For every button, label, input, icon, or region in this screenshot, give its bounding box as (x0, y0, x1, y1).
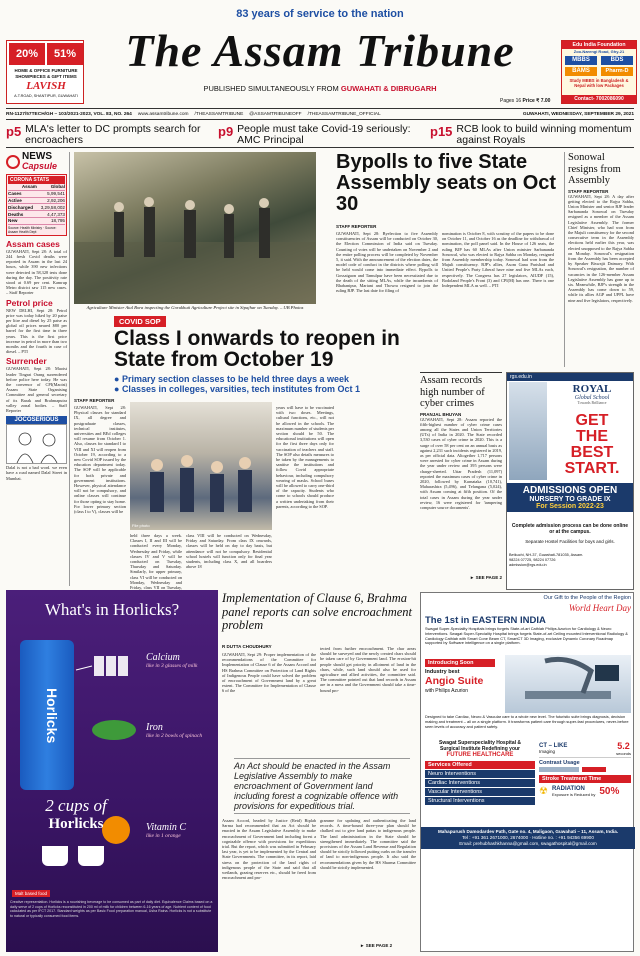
info-bar (6, 108, 634, 120)
jocoserious-title: JOCOSERIOUS (6, 416, 67, 424)
stat-row (8, 218, 65, 225)
course-pharm: Pharm-D (601, 67, 633, 76)
jocoserious-caption: Dalal is not a bad word. we even have a road named Dalal Street in Mumbai. (6, 465, 67, 481)
admissions-session: For Session 2022-23 (536, 503, 604, 510)
teaser-text: People must take Covid-19 seriously: AMC Principal (237, 123, 411, 146)
swagat-industry: Industry best (425, 669, 460, 675)
cups-text: 2 cups of (45, 796, 107, 815)
item-name: Iron (146, 722, 163, 733)
horlicks-cups (26, 796, 126, 833)
see-page-text: SEE PAGE 2 (365, 943, 393, 948)
swagat-heart-day: World Heart Day (568, 603, 631, 613)
capsule-story-head: Assam cases (6, 238, 60, 249)
teaser-3[interactable] (422, 122, 634, 147)
royal-admissions (507, 483, 633, 512)
stat-label: Cases (8, 191, 22, 197)
price: Price ₹ 7.00 (522, 98, 551, 104)
stat-label: Active (8, 197, 22, 203)
stroke-label: Stroke Treatment (542, 776, 587, 782)
royal-hostel: Separate Hostel Facilities for boys and girls. (525, 539, 615, 544)
cups-brand: Horlicks (48, 816, 104, 832)
website-link[interactable]: www.assamtribune.com (137, 111, 189, 117)
lead-kicker: COVID SOP (114, 316, 166, 327)
swagat-stats (539, 741, 631, 797)
stat-row (8, 191, 65, 198)
stat-source: Source: Health Ministry · Source: Assam Health Dept (8, 225, 57, 234)
clause6-col-4: gramme for updating and authenticating the land records. A time-bound three-year plan should be chalked out to give land pattas to indigenous people. The land administration in the State should be strengthened immediately. The committee said the provisions of the Assam Land Revenue and Regulation should be strictly followed putting curbs on the transfer of land to non-indigenous people. It also said the recommendations given by the HS Sharma Committee should be strictly implemented. (320, 818, 416, 870)
royal-school-ad[interactable] (506, 372, 634, 590)
hospital-line-3: FUTURE HEALTHCARE (446, 752, 514, 758)
royal-logo-top: ROYAL (572, 383, 612, 395)
course-bds: BDS (601, 56, 633, 65)
subtitle-pre: PUBLISHED SIMULTANEOUSLY FROM (203, 84, 339, 93)
lead-photo-caption: Agriculture Minister Atul Bora inspecting the Gorukhuti Agriculture Project site in Sipajhar on Tuesday. – UB Photos (86, 305, 304, 310)
cyber-headline: Assam records high number of cyber crimes (420, 375, 485, 409)
royal-email[interactable]: admission@rgs.edu.in (509, 563, 547, 567)
radiation-label: RADIATION (551, 786, 585, 792)
capsule-story-head: Petrol price (6, 297, 53, 308)
radiation-pct: 50% (599, 786, 620, 797)
teaser-1[interactable] (6, 122, 210, 147)
see-page-text: SEE PAGE 2 (475, 574, 502, 580)
royal-address: Betkuchi, NH-37, Guwahati-781035, Assam. (509, 553, 584, 557)
royal-logo (551, 383, 633, 405)
stat-label: New (8, 218, 18, 224)
royal-logo-bottom: Global School (574, 395, 610, 401)
stroke-stat (539, 775, 631, 783)
sonowal-byline: STAFF REPORTER (568, 188, 609, 194)
capsule-logo (6, 152, 67, 171)
lead-col-1: GUWAHATI, Sept 28: Physical classes for standard IX, all degree and postgraduate classes, technical institutes, universities and BEd colleges will resume from October 1. Also, classes for standard I to VIII and XI will reopen from October 19, according to a new Covid SOP issued by the education department today. The SOP will be applicable for both private and government institutions. However, physical attendance will not be compulsory, and online classes will continue for those opting to stay home. For lower primary section (class I to V), classes will be (74, 405, 126, 515)
tagline: 83 years of service to the nation (236, 8, 404, 20)
teaser-text: MLA's letter to DC prompts search for encroachers (25, 123, 201, 146)
bypolls-headline: Bypolls to five State Assembly seats on Oct 30 (336, 151, 557, 215)
news-capsule (6, 152, 70, 586)
store-name: LAVISH (26, 80, 66, 92)
facebook-link[interactable]: /THEASSAMTRIBUNE (194, 111, 244, 117)
bypolls-col-1: GUWAHATI, Sept 28: Byelection to five Assembly constituencies of Assam will be conducted on October 30, the Election Commission of India said on Tuesday. Counting of votes will be undertaken on November 2 and the entire polling process will be completed by November 5, it said. With the announcement of the election dates, the model code of conduct in the districts where polling will be held would come into immediate effect. Bypolls to Gossaigaon and Tamulpur have been necessitated due to the death of the sitting MLAs, while the incumbents of Bhabanipur, Mariani and Thowra resigned to join the ruling BJP. The last date for filing of (336, 231, 438, 294)
item-note: like in 1 orange (146, 833, 181, 839)
store-line-2: SHOWPIECES & GIFT ITEMS (15, 74, 77, 79)
clause6-byline: R DUTTA CHOUDHURY (222, 644, 272, 649)
teaser-2[interactable] (210, 122, 422, 147)
item-note: like in 3 glasses of milk (146, 663, 198, 669)
edu-ad[interactable] (561, 40, 637, 104)
sale-badge-right: 51% (47, 43, 83, 65)
cyber-body: GUWAHATI, Sept 28: Assam reported the fifth-highest number of cyber crime cases among all the States and Union Territories (UTs) of India in 2020. The State recorded 3,530 cases of cyber crime in 2020. This is a surge of over 58 per cent on an annual basis as against 2,231 such incidents registered in 2019, as per official data. Altogether 1,717 persons were arrested for cyber crime in Assam during the year under review and 395 persons were charge-sheeted. Uttar Pradesh (11,097) reported the maximum cases of cyber crime in 2020, followed by Karnataka (10,741), Maharashtra (5,496), and Telangana (5,024), with Assam coming at fifth position. Of the total cases in Assam during the year under review, 16 were registered for 'tampering computer source documents'. (420, 416, 502, 510)
clause6-col-3: Assam Accord, headed by Justice (Retd) Biplab Sarma had recommended that an Act should be enacted in the Assam Legislative Assembly to make encroachment of Government land including forest a cognizable offence with provisions for expeditious trial. But the report, which was submitted in February last year, is yet to be implemented by the Central and State Governments. The committee, in its report, laid stress on the protection of the land rights of indigenous people of the State and said that all wetlands, grazing reserves etc., should be freed from encroachment and pro- (222, 818, 316, 881)
edu-sub: Zoo-Narengi Road, Ghy-21 (573, 49, 625, 54)
milk-glass-icon (106, 656, 116, 676)
lead-headline: Class I onwards to reopen in State from October 19 (114, 327, 400, 371)
item-name: Vitamin C (146, 822, 187, 833)
service-item[interactable]: Neuro Interventions (425, 770, 535, 778)
royal-site: rgs.edu.in (507, 373, 633, 381)
corona-title: CORONA STATS (8, 176, 65, 184)
spinach-icon (92, 720, 136, 740)
page-price (500, 98, 550, 104)
teaser-page: p15 (430, 124, 453, 139)
horlicks-flavour: Malt based food (12, 890, 50, 897)
lead-col-3: years will have to be vaccinated with two doses. Meetings, cultural functions, etc., will not be allowed in the schools. The maximum number of students per section should be 50. The educational institutions will open for the first three days only for vaccination of teachers and staff. The SOP also details measures to be taken by the managements to sanitise the institutions and follow Covid appropriate behaviour, including compulsory wearing of masks. School buses will be allowed to carry one-third of the capacity. Students who come to schools should produce a written undertaking from their parents, according to the SOP. (276, 405, 334, 509)
store-address: A.T.ROAD, SHANTIPUR, GUWAHATI (14, 94, 78, 98)
ct-secs: 5.2 (617, 741, 630, 751)
bypolls-byline: STAFF REPORTER (336, 224, 377, 229)
hospital-line-2: Surgical Institute Redefining your (439, 746, 520, 752)
clause6-pull-quote: An Act should be enacted in the Assam Legislative Assembly to make encroachment of Government land including forest a cognizable offence with provisions for expeditious trial. (234, 758, 410, 814)
clause6-col-2: tected from further encroachment. The char areas should be surveyed and the newly created chars should be taken care of by Government land. The erosion-hit people should get priority in allotment of land in the chars, while, such land should also be used for agriculture and allied activities, the committee said. The committee pointed out that land records in Assam are in a mess and the Government should take a time-bound pro- (320, 646, 416, 693)
teasers (6, 122, 634, 148)
swagat-headline: The 1st in EASTERN INDIA (425, 615, 546, 626)
stat-row (8, 211, 65, 218)
hospital-line-1: Swagat Superspeciality Hospital & (439, 740, 521, 746)
cyber-see-page[interactable]: ► SEE PAGE 2 (469, 574, 502, 580)
lead-col-2b: class VIII will be conducted on Wednesday, Friday and Saturday. From class IX onwards, classes will be held on day to day basis, but attendance will not be compulsory. Residential school hostels will function only for final year students, including class X, and all boarders above 18 (186, 533, 272, 570)
item-note: like in 2 bowls of spinach (146, 733, 203, 739)
clause6-see-page[interactable]: ► SEE PAGE 2 (360, 943, 393, 948)
file-photo-label: File photo (132, 523, 150, 528)
masthead-subtitle (150, 84, 490, 93)
royal-note: Complete admission process can be done online or at the campus. (511, 523, 629, 535)
hero-line-3: BEST (570, 444, 614, 461)
horlicks-title: What's in Horlicks? (44, 600, 180, 619)
royal-photo (509, 382, 547, 480)
milk-glass-icon (94, 656, 104, 676)
sonowal-story (564, 152, 634, 367)
hero-line-1: GET (575, 412, 609, 429)
royal-contact (509, 553, 631, 568)
capsule-logo-top: NEWS (22, 151, 52, 162)
capsule-story-3 (6, 356, 67, 413)
subtitle-cities: GUWAHATI & DIBRUGARH (340, 84, 437, 93)
stat-label: Deaths (8, 211, 24, 217)
twitter-link[interactable]: @ASSAMTRIBUNEOFF (249, 111, 302, 117)
capsule-icon (6, 155, 20, 169)
capsule-story-body: GUWAHATI, Sept 28: A total of 244 fresh Covid deaths were reported in Assam in the last 24 hours, while 390 new infections were detected in 58,328 tests done during the day. The positivity rate stood at 0.69 per cent. Kamrup Metro district saw 115 new cases. – Staff Reporter (6, 248, 67, 296)
stat-global: 18,795 (50, 218, 65, 224)
royal-phone[interactable]: 98224 07725, 98224 07726 (509, 558, 556, 562)
services-title: Services Offered (425, 761, 535, 769)
ct-sub: Imaging (539, 749, 556, 754)
hero-line-2: THE (576, 428, 608, 445)
swagat-with: with Philips Azurion (425, 688, 469, 694)
footer-phone[interactable]: Tel : +91 361 2671000, 2674000 · Hotline no. : +91 94356 69900 (462, 835, 594, 840)
royal-tagline: Towards Brilliance (577, 401, 607, 405)
swagat-ad[interactable] (420, 592, 634, 952)
hero-line-4: START. (564, 460, 620, 477)
angio-machine-image (505, 655, 631, 713)
stat-global: 4,47,373 (47, 211, 65, 217)
admissions-sub: NURSERY TO GRADE IX (529, 496, 611, 503)
ct-stat (539, 741, 631, 758)
lead-photo-2 (130, 402, 272, 530)
stat-global: 3,29,58,002 (40, 204, 65, 210)
cyber-story (420, 372, 502, 590)
stat-global: 2,92,206 (47, 197, 65, 203)
jocoserious (6, 416, 67, 481)
radiation-stat (539, 786, 631, 797)
pages-count: Pages 16 (500, 98, 522, 104)
radiation-icon: ☢ (539, 786, 548, 797)
stroke-time: Time (588, 776, 602, 782)
masthead-title: The Assam Tribune (125, 25, 515, 76)
stat-row (8, 198, 65, 205)
swagat-hospital (425, 740, 535, 758)
lead-col-2: held three days a week. Classes I, II and III will be conducted every Monday, Wednesday and Friday, while classes IV and V will be conducted on Tuesday, Thursday and Saturday. Similarly, for upper primary, class VI will be conducted on Monday, Wednesday and Friday, class VII on Tuesday, (130, 533, 182, 591)
sonowal-body: GUWAHATI, Sept 28: A day after getting elected to the Rajya Sabha, Union Minister and senior BJP leader Sarbananda Sonowal on Tuesday resigned as a member of the Assam Legislative Assembly. The former Chief Minister, who had won from the Majuli constituency for the second consecutive term in the Assembly elections held earlier this year, was elected unopposed to the Rajya Sabha on Monday. Sonowal's resignation from the Assembly has been accepted by Speaker Biswajit Daimary. With Sonowal's resignation, the number of vacancies in the 126-member Assam Legislative Assembly has gone up to six. Meanwhile, BJP's strength in the Assembly has come down to 59, while its allies AGP and UPPL have nine and five legislators, respectively. (568, 193, 634, 303)
masthead (0, 0, 640, 108)
teaser-page: p5 (6, 124, 22, 139)
capsule-story-1 (6, 239, 67, 296)
edu-study: Study MBBS in Bangladesh & Nepal with low Packages (569, 78, 629, 88)
sale-ad[interactable] (6, 40, 84, 104)
course-mbbs: MBBS (565, 56, 597, 65)
swagat-introducing: Introducing Soon (425, 659, 495, 667)
stat-assam: 5,99,541 (47, 191, 65, 197)
dateline: GUWAHATI, WEDNESDAY, SEPTEMBER 29, 2021 (522, 111, 634, 117)
reg-number: RN-1127/57TECH/GH – 103/2021-2023, VOL. 83, NO. 264 (6, 111, 132, 117)
footer-email[interactable]: Email: prehubhashkhanna@gmail.com, swagathospital@gmail.com (459, 841, 597, 846)
col-assam: Assam (21, 184, 37, 190)
milk-glass-icon (118, 656, 128, 676)
horlicks-disclaimer: Creative representation. Horlicks is a nourishing beverage to be consumed as part of daily diet. Equivalence Claims based on a daily serve of 2 cups of Horlicks reconstituted in 200 ml of milk for children between 6-16 years of age. Nutrient content of food calculated as per IFCT 2017. Standard weights as per Basic Food preparation manual, Usha Raina. Horlicks is not a substitute to natural or typically consumed food items. (10, 900, 213, 918)
clause6-col-1: GUWAHATI, Sept 29: Proper implementation of the recommendations of the Committee for Implementation of Clause 6 of the Assam Accord and HS Brahma Committee on Protection of Land Rights of Indigenous People could have solved the problem of encroachment of Government land by a great extent. The Committee for Implementation of Clause 6 of the (222, 652, 316, 694)
lead-byline: STAFF REPORTER (74, 398, 115, 403)
lead-photo (74, 152, 316, 304)
sonowal-headline: Sonowal resigns from Assembly (568, 152, 621, 186)
corona-stats (6, 174, 67, 236)
swagat-services (425, 761, 535, 805)
cartoon-image (6, 424, 67, 464)
item-name: Calcium (146, 652, 180, 663)
lead-bullets (114, 374, 424, 394)
swagat-intro: Swagat Super-Speciality Hospitals brings forgets State-of-art Cathlab Philips Azurion for Cardiology & Neuro Interventions. Swagat Super-Speciality Hospital brings forgets State-of-art Ceiling mounted Interventional Radiology & Cardiology Cathlab with Smart Cone Beam CT, SmartCT 3D Imaging, exclusive Dynamic Coronary Roadmap supported by Software intelligence on a single platform. (425, 626, 628, 646)
admissions-title: ADMISSIONS OPEN (522, 485, 618, 496)
service-item[interactable]: Cardiac Interventions (425, 779, 535, 787)
horlicks-ad[interactable] (6, 590, 218, 952)
lead-bullet: ● Primary section classes to be held three days a week (114, 374, 350, 384)
horlicks-cup-graphic (36, 842, 116, 868)
swagat-footer (421, 827, 635, 849)
contrast-bars (539, 767, 631, 772)
lead-bullet-text: Primary section classes to be held three days a week (121, 374, 350, 384)
teaser-page: p9 (218, 124, 234, 139)
swagat-desc: Designed to take Cardiac, Neuro & Vascular care to a whole new level. The futuristic suite brings diagnosis, decision making and treatment – all on a single platform. It transforms patient care through super-fast procedures, never-before seen levels of accuracy and patient safety. (425, 714, 629, 729)
store-line-1: HOME & OFFICE FURNITURE (14, 68, 78, 73)
clause6-headline: Implementation of Clause 6, Brahma panel reports can solve encroachment problem (222, 591, 412, 632)
nutrient-icons (6, 630, 218, 930)
edu-title: Edu India Foundation (562, 41, 636, 49)
stat-header (8, 184, 65, 191)
course-bams: BAMS (565, 67, 597, 76)
stat-label: Discharged (8, 204, 34, 210)
cyber-byline: PRANJAL BHUYAN (420, 411, 462, 417)
lead-bullet-text: Classes in colleges, varsities, tech institutes from Oct 1 (121, 384, 361, 394)
contrast-stat: Contrast Usage (539, 760, 580, 766)
teaser-text: RCB look to build winning momentum against Royals (456, 123, 632, 146)
lead-bullet: ● Classes in colleges, varsities, tech institutes from Oct 1 (114, 384, 361, 394)
capsule-story-body: GUWAHATI, Sept 28: Maoist leader Tingrai Orang surrendered before police here today. He was the convenor of CPI(Maoist) Assam State Organising Committee and general secretary of its Barak and Brahmaputra valley zonal bodies. – Staff Reporter (6, 366, 67, 413)
ct-label: CT – LIKE (539, 743, 568, 749)
footer-address: Mahapurush Damodardev Path, Gate no. 4, Maligaon, Guwahati – 11, Assam, India. (437, 829, 619, 834)
royal-hero (551, 413, 633, 477)
capsule-logo-bottom: Capsule (22, 161, 58, 171)
stat-row (8, 204, 65, 211)
instagram-link[interactable]: /THEASSAMTRIBUNE_OFFICIAL (307, 111, 381, 117)
horlicks-jar-brand: Horlicks (44, 688, 60, 744)
swagat-angio: Angio Suite (425, 675, 484, 687)
bypolls-col-2: nomination is October 8, with scrutiny of the papers to be done on October 11, and October 16 as the deadline for withdrawal of nomination, the poll panel said. In the House of 126 seats, the ruling BJP has 60 MLAs after Union minister Sarbananda Sonowal, who was elected to Rajya Sabha on Monday, resigned from Assembly membership today. Sonowal had won from the Majuli constituency. BJP's allies, Asom Gana Parishad and United People's Party Liberal have nine and five MLAs each, respectively. The Congress has 27 legislators, AIUDF (15), Bodoland People's Front (3) and CPI(M) has one. There is one Independent MLA as well. – PTI (442, 231, 554, 289)
service-item[interactable]: Vascular Interventions (425, 788, 535, 796)
radiation-sub: Exposure is Reduced by (551, 792, 596, 797)
capsule-story-head: Surrender (6, 356, 47, 367)
col-global: Global (50, 184, 65, 190)
capsule-story-2 (6, 298, 67, 355)
swagat-gift: Our Gift to the People of the Region (543, 595, 631, 601)
capsule-story-body: NEW DELHI, Sept 28: Petrol price was today hiked by 20 paise per litre and diesel by 25 paise as global oil prices neared $80 per barrel for the first time in three years. This is the first price increase in petrol in more than two months and the fourth in case of diesel. – PTI (6, 307, 67, 355)
edu-contact: Contact- 7002086090 (562, 95, 636, 103)
service-item[interactable]: Structural Interventions (425, 797, 535, 805)
sale-badge-left: 20% (9, 43, 45, 65)
ct-secs-label: seconds (616, 751, 631, 756)
